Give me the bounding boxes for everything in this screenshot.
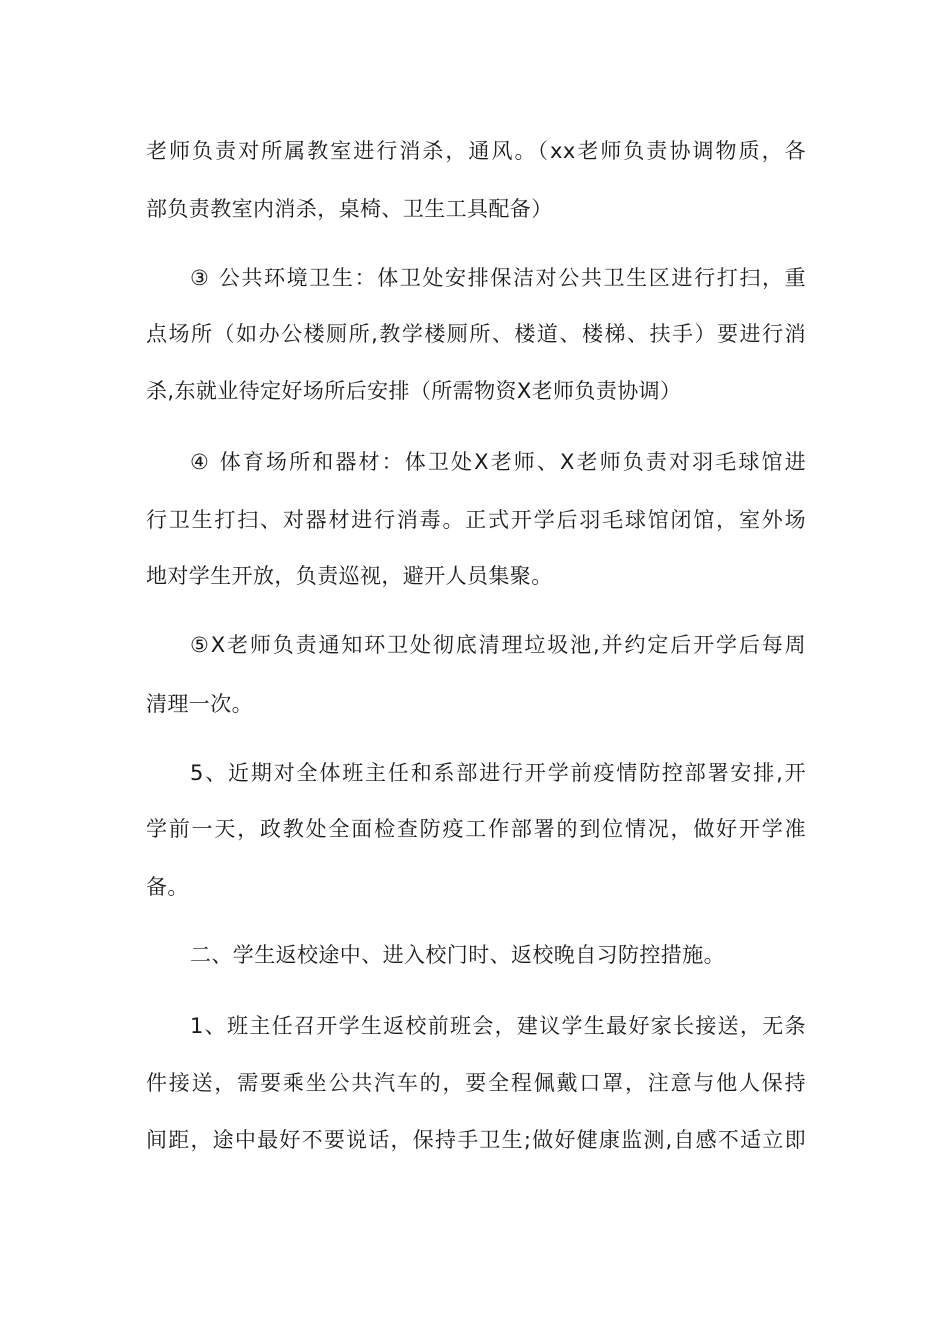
text-line: ⑤X老师负责通知环卫处彻底清理垃圾池,并约定后开学后每周 <box>190 633 806 657</box>
text-line: 点场所（如办公楼厕所,教学楼厕所、楼道、楼梯、扶手）要进行消 <box>146 322 806 346</box>
text-line: 间距，途中最好不要说话，保持手卫生;做好健康监测,自感不适立即 <box>146 1128 806 1152</box>
text-line: 老师负责对所属教室进行消杀，通风。（xx老师负责协调物质，各 <box>146 139 806 163</box>
text-line: 部负责教室内消杀，桌椅、卫生工具配备） <box>146 197 553 221</box>
text-line: 备。 <box>146 875 189 899</box>
section-heading: 二、学生返校途中、进入校门时、返校晚自习防控措施。 <box>190 943 725 967</box>
text-line: 地对学生开放，负责巡视，避开人员集聚。 <box>146 564 553 588</box>
text-line: ③ 公共环境卫生：体卫处安排保洁对公共卫生区进行打扫，重 <box>190 266 806 290</box>
text-line: 学前一天，政教处全面检查防疫工作部署的到位情况，做好开学准 <box>146 817 806 841</box>
text-line: 杀,东就业待定好场所后安排（所需物资X老师负责协调） <box>146 379 682 403</box>
text-line: 行卫生打扫、对器材进行消毒。正式开学后羽毛球馆闭馆，室外场 <box>146 508 806 532</box>
text-line: 5、近期对全体班主任和系部进行开学前疫情防控部署安排,开 <box>190 761 806 785</box>
text-line: 件接送，需要乘坐公共汽车的，要全程佩戴口罩，注意与他人保持 <box>146 1071 806 1095</box>
text-line: ④ 体育场所和器材：体卫处X老师、X老师负责对羽毛球馆进 <box>190 450 806 474</box>
text-line: 清理一次。 <box>146 692 253 716</box>
text-line: 1、班主任召开学生返校前班会，建议学生最好家长接送，无条 <box>190 1014 806 1038</box>
